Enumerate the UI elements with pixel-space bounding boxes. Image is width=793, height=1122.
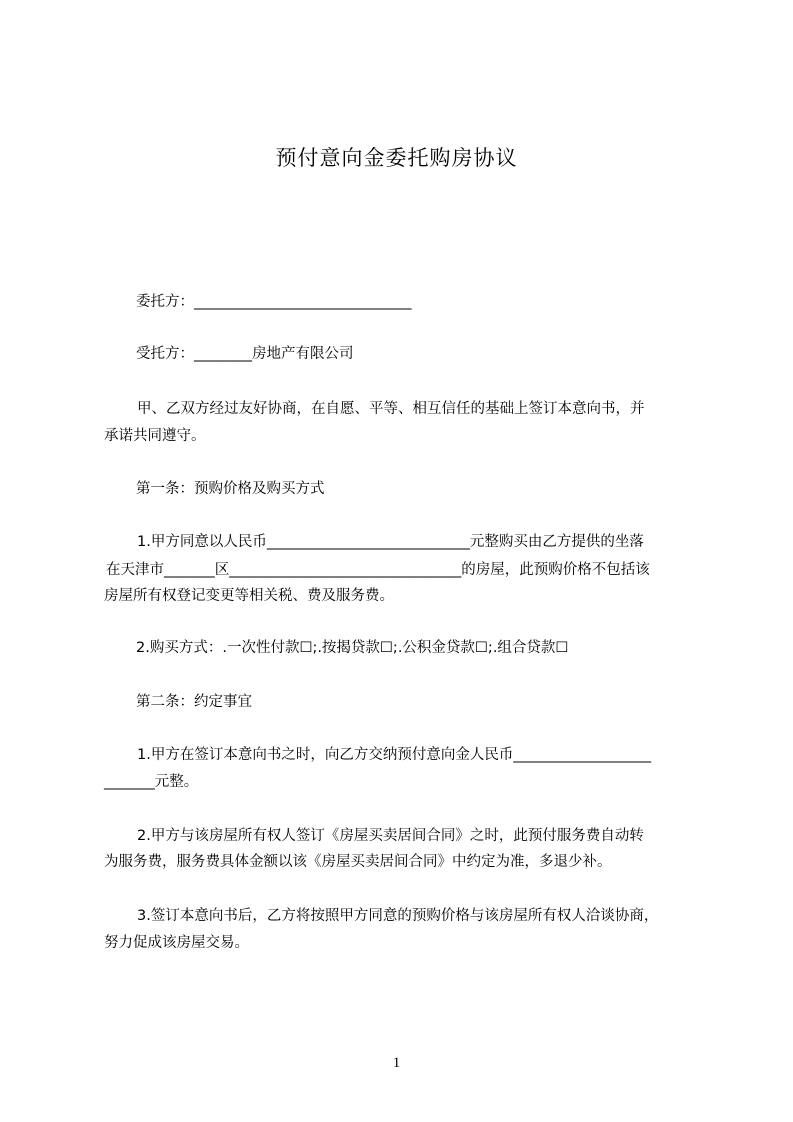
agent-line: 受托方：________房地产有限公司 [136, 346, 354, 362]
article-2-clause-2-line-2: 为服务费，服务费具体金额以该《房屋买卖居间合同》中约定为准，多退少补。 [104, 854, 612, 870]
article-1-clause-1-line-2: 在天津市_______区________________________________的房屋，此预购价格不包括该 [106, 562, 650, 578]
article-2-clause-1-line-1: 1.甲方在签订本意向书之时，向乙方交纳预付意向金人民币___________________ [137, 747, 652, 763]
article-2-clause-1-line-2: _______元整。 [104, 774, 199, 790]
article-1-heading: 第一条：预购价格及购买方式 [136, 481, 325, 497]
page-number: 1 [392, 1055, 401, 1071]
document-title: 预付意向金委托购房协议 [275, 146, 518, 170]
article-2-heading: 第二条：约定事宜 [136, 694, 252, 710]
article-2-clause-2-line-1: 2.甲方与该房屋所有权人签订《房屋买卖居间合同》之时，此预付服务费自动转 [137, 828, 644, 844]
purchase-method-line: 2.购买方式：.一次性付款☐;.按揭贷款☐;.公积金贷款☐;.组合贷款☐ [136, 640, 569, 656]
intro-line-1: 甲、乙双方经过友好协商，在自愿、平等、相互信任的基础上签订本意向书，并 [137, 401, 645, 417]
article-2-clause-3-line-1: 3.签订本意向书后，乙方将按照甲方同意的预购价格与该房屋所有权人洽谈协商， [137, 908, 659, 924]
article-1-clause-1-line-1: 1.甲方同意以人民币____________________________元整购买由乙方提供的坐落 [137, 534, 644, 550]
article-2-clause-3-line-2: 努力促成该房屋交易。 [104, 935, 249, 951]
client-line: 委托方：______________________________ [136, 294, 412, 310]
article-1-clause-1-line-3: 房屋所有权登记变更等相关税、费及服务费。 [104, 588, 394, 604]
intro-line-2: 承诺共同遵守。 [104, 428, 206, 444]
